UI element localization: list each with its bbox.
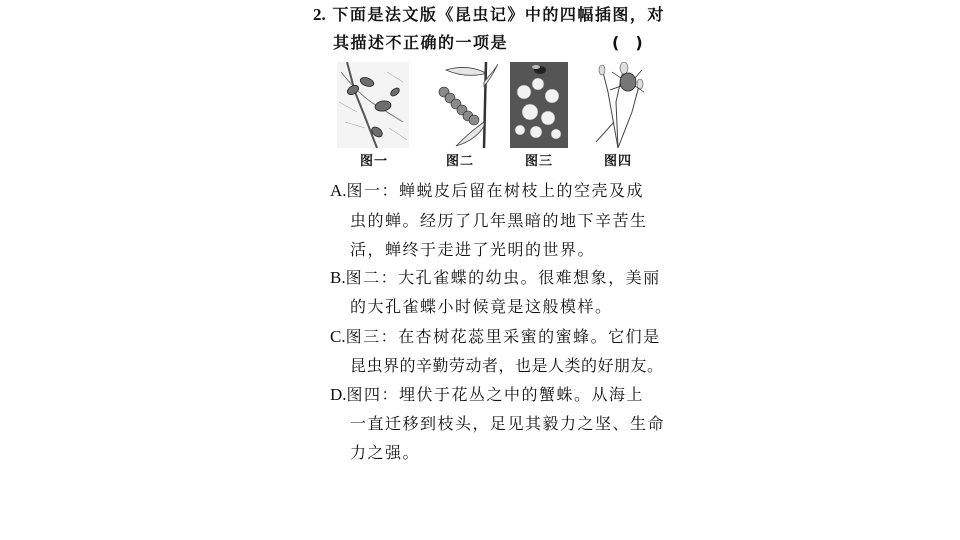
option-a-text: 图一：蝉蜕皮后留在树枝上的空壳及成 [346, 181, 645, 200]
crab-spider-illustration [588, 62, 648, 148]
option-c-line2: 昆虫界的辛勤劳动者，也是人类的好朋友。 [350, 356, 664, 375]
option-d-letter: D. [330, 385, 347, 404]
figure-1-caption: 图一 [360, 154, 389, 169]
question-stem-text: 下面是法文版《昆虫记》中的四幅插图，对 [332, 5, 665, 24]
option-d-line1 [330, 385, 644, 405]
option-c-letter: C. [330, 327, 346, 346]
option-a-line1 [330, 181, 644, 201]
question-stem-line2: 其描述不正确的一项是 [333, 33, 509, 52]
option-d-text: 图四：埋伏于花丛之中的蟹蛛。从海上 [346, 385, 645, 404]
option-b-text: 图二：大孔雀蝶的幼虫。很难想象，美丽 [345, 268, 661, 287]
option-a-line2: 虫的蝉。经历了几年黑暗的地下辛苦生 [350, 211, 648, 230]
question-stem-line1 [313, 5, 665, 25]
figure-3 [510, 62, 568, 148]
option-c-text: 图三：在杏树花蕊里采蜜的蜜蜂。它们是 [345, 327, 661, 346]
question-number: 2. [313, 5, 326, 24]
bee-on-blossoms-illustration [510, 62, 568, 148]
option-b-line2: 的大孔雀蝶小时候竟是这般模样。 [350, 297, 613, 316]
option-c-line1 [330, 327, 661, 347]
option-d-line2: 一直迁移到枝头，足见其毅力之坚、生命 [350, 414, 666, 433]
option-a-letter: A. [330, 181, 347, 200]
option-a-line3: 活，蝉终于走进了光明的世界。 [350, 240, 596, 259]
caterpillar-illustration [426, 62, 498, 148]
answer-blank: ( ) [612, 33, 643, 52]
figure-4 [588, 62, 648, 148]
option-b-letter: B. [330, 268, 346, 287]
option-d-line3: 力之强。 [350, 443, 421, 462]
figure-2 [426, 62, 498, 148]
figure-2-caption: 图二 [446, 154, 475, 169]
figure-1 [337, 62, 409, 148]
cicada-shells-illustration [337, 62, 409, 148]
figure-4-caption: 图四 [604, 154, 633, 169]
option-b-line1 [330, 268, 661, 288]
figure-3-caption: 图三 [525, 154, 554, 169]
